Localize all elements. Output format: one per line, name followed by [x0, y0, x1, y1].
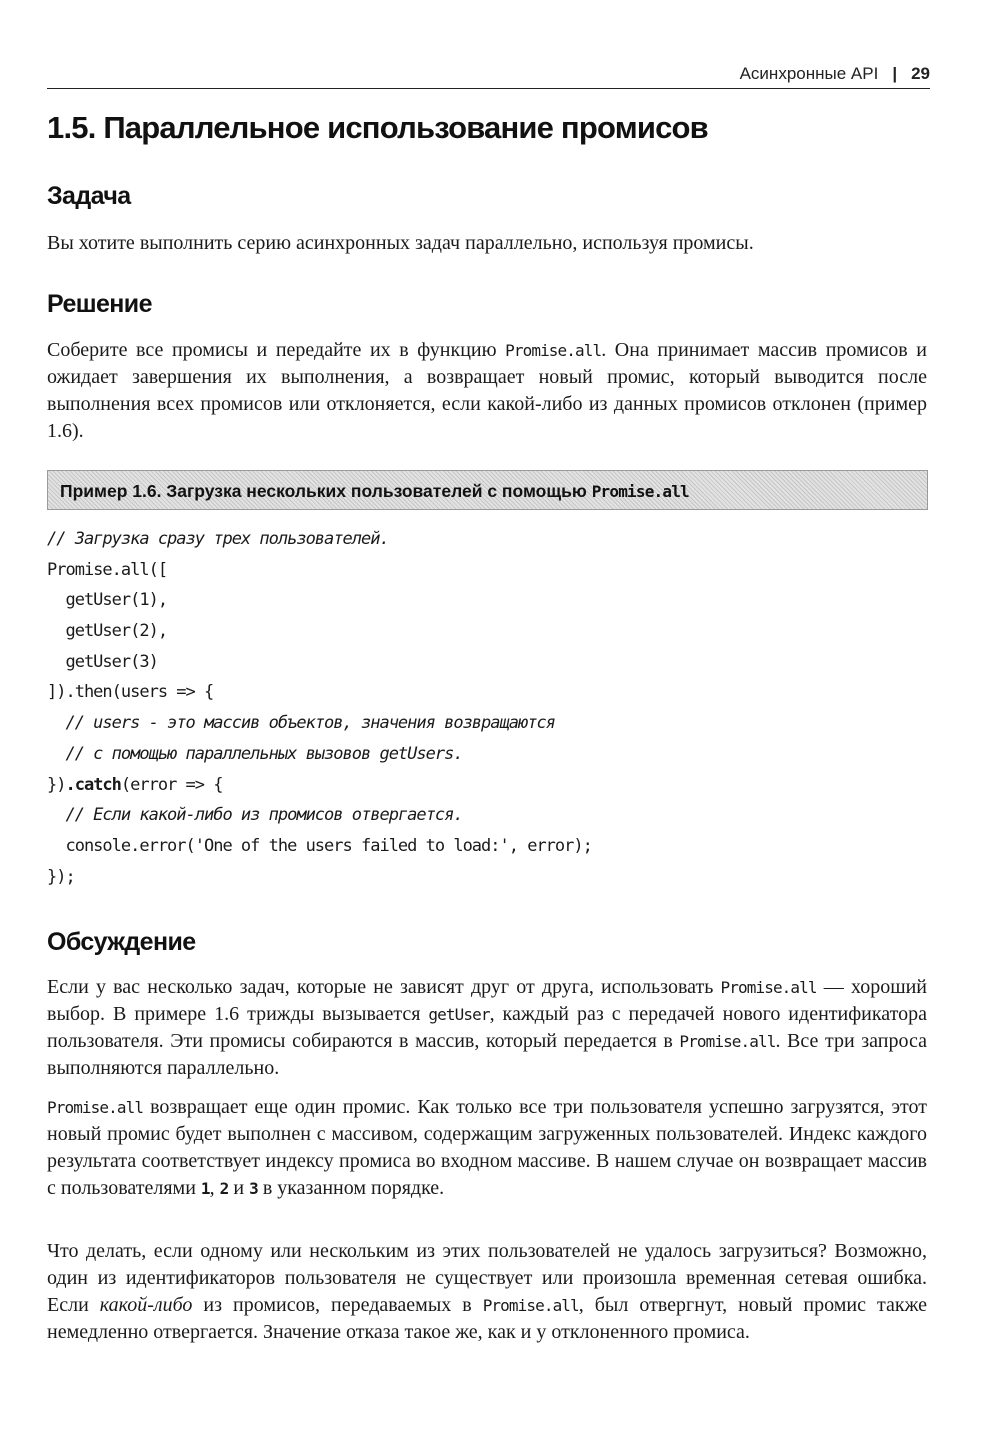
- inline-code-number: 2: [219, 1179, 229, 1198]
- emphasis-text: какой-либо: [99, 1294, 193, 1316]
- discussion-text: и: [228, 1177, 250, 1199]
- solution-heading: Решение: [47, 290, 152, 318]
- inline-code-promise-all: Promise.all: [720, 978, 817, 997]
- inline-code-getuser: getUser: [428, 1005, 490, 1024]
- example-caption: [47, 470, 928, 510]
- solution-paragraph: [47, 337, 927, 445]
- solution-text-1: Соберите все промисы и передайте их в функцию: [47, 339, 506, 361]
- discussion-paragraph-3: [47, 1238, 927, 1346]
- code-listing: [47, 524, 927, 892]
- task-heading: Задача: [47, 182, 131, 210]
- discussion-text: , каждый раз с передачей нового идентификатора пользователя. Эти промисы собираются в массив, который передается в: [47, 1003, 927, 1052]
- discussion-heading: Обсуждение: [47, 928, 196, 956]
- inline-code-number: 1: [200, 1179, 210, 1198]
- example-caption-code: Promise.all: [591, 482, 689, 501]
- discussion-text: ,: [209, 1177, 220, 1199]
- code-line: getUser(3): [47, 651, 158, 672]
- discussion-text: из промисов, передаваемых в: [192, 1294, 483, 1316]
- discussion-paragraph-1: [47, 974, 927, 1082]
- example-caption-text: Пример 1.6. Загрузка нескольких пользователей с помощью: [60, 481, 592, 501]
- code-line: // users - это массив объектов, значения возвращаются: [47, 713, 555, 734]
- running-head-title: Асинхронные API: [739, 64, 879, 83]
- code-line: // с помощью параллельных вызовов getUsers.: [47, 743, 463, 764]
- discussion-text: возвращает еще один промис. Как только все три пользователя успешно загрузятся, этот новый промис будет выполнен с массивом, содержащим загруженных пользователей. Индекс каждого результата соответствует индексу промиса во входном массиве. В нашем случае он возвращает массив с пользователями: [47, 1096, 927, 1199]
- inline-code-promise-all: Promise.all: [679, 1032, 776, 1051]
- running-head: [47, 62, 930, 89]
- code-line: getUser(1),: [47, 590, 168, 611]
- discussion-text: Что делать, если одному или нескольким из этих пользователей не удалось загрузиться? Возможно, один из идентификаторов пользователя не существует или произошла временная сетевая ошибка. Если: [47, 1240, 927, 1316]
- discussion-text: — хороший выбор. В примере 1.6 трижды вызывается: [47, 976, 928, 1025]
- code-line: [47, 770, 927, 801]
- code-line: // Загрузка сразу трех пользователей.: [47, 529, 389, 549]
- page-number: 29: [911, 64, 930, 83]
- inline-code-promise-all: Promise.all: [482, 1296, 579, 1315]
- discussion-paragraph-2: [47, 1094, 927, 1202]
- section-title: 1.5. Параллельное использование промисов: [47, 110, 708, 145]
- code-line: // Если какой-либо из промисов отвергается.: [47, 805, 463, 826]
- code-line: console.error('One of the users failed to load:', error);: [47, 835, 592, 856]
- running-head-separator: |: [892, 64, 898, 83]
- discussion-text: Если у вас несколько задач, которые не зависят друг от друга, использовать: [47, 976, 721, 998]
- code-fragment: (error => {: [120, 774, 223, 795]
- inline-code-promise-all: Promise.all: [505, 341, 602, 360]
- discussion-text: в указанном порядке.: [257, 1177, 445, 1199]
- discussion-text: , был отвергнут, новый промис также немедленно отвергается. Значение отказа такое же, как и у отклоненного промиса.: [47, 1294, 927, 1343]
- solution-text-2: . Она принимает массив промисов и ожидает завершения их выполнения, а возвращает новый промис, который выводится после выполнения всех промисов или отклоняется, если какой-либо из данных промисов отклонен (пример 1.6).: [47, 339, 927, 442]
- code-line: ]).then(users => {: [47, 682, 214, 703]
- inline-code-promise-all: Promise.all: [47, 1098, 144, 1117]
- task-paragraph: Вы хотите выполнить серию асинхронных задач параллельно, используя промисы.: [47, 232, 754, 254]
- discussion-text: . Все три запроса выполняются параллельно.: [47, 1030, 927, 1079]
- code-line: Promise.all([: [47, 559, 168, 580]
- code-keyword-catch: .catch: [65, 774, 121, 795]
- inline-code-number: 3: [249, 1179, 258, 1198]
- code-line: });: [47, 866, 75, 887]
- code-line: getUser(2),: [47, 621, 168, 642]
- code-fragment: }): [47, 774, 66, 795]
